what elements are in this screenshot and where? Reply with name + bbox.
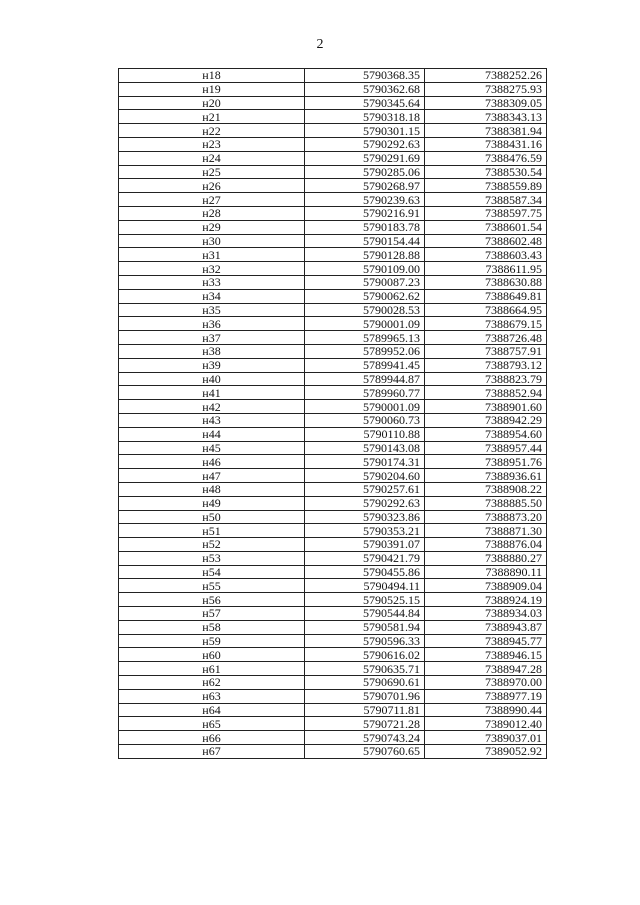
x-coordinate-cell: 5790581.94 <box>305 620 425 634</box>
y-coordinate-cell: 7388252.26 <box>425 69 547 83</box>
point-name-cell: н65 <box>119 717 305 731</box>
point-name-cell: н54 <box>119 565 305 579</box>
y-coordinate-cell: 7388946.15 <box>425 648 547 662</box>
y-coordinate-cell: 7388909.04 <box>425 579 547 593</box>
table-row <box>119 510 547 524</box>
x-coordinate-cell: 5790128.88 <box>305 248 425 262</box>
table-row <box>119 551 547 565</box>
table-row <box>119 538 547 552</box>
table-row <box>119 469 547 483</box>
table-row <box>119 234 547 248</box>
table-row <box>119 717 547 731</box>
table-row <box>119 579 547 593</box>
x-coordinate-cell: 5790028.53 <box>305 303 425 317</box>
coordinates-table-body <box>119 69 547 759</box>
table-row <box>119 317 547 331</box>
point-name-cell: н50 <box>119 510 305 524</box>
y-coordinate-cell: 7388934.03 <box>425 607 547 621</box>
x-coordinate-cell: 5790362.68 <box>305 82 425 96</box>
table-row <box>119 110 547 124</box>
y-coordinate-cell: 7388885.50 <box>425 496 547 510</box>
table-row <box>119 703 547 717</box>
table-row <box>119 262 547 276</box>
table-row <box>119 358 547 372</box>
table-row <box>119 593 547 607</box>
point-name-cell: н56 <box>119 593 305 607</box>
x-coordinate-cell: 5790143.08 <box>305 441 425 455</box>
y-coordinate-cell: 7388970.00 <box>425 676 547 690</box>
y-coordinate-cell: 7388679.15 <box>425 317 547 331</box>
point-name-cell: н42 <box>119 400 305 414</box>
y-coordinate-cell: 7388852.94 <box>425 386 547 400</box>
x-coordinate-cell: 5790174.31 <box>305 455 425 469</box>
y-coordinate-cell: 7388990.44 <box>425 703 547 717</box>
x-coordinate-cell: 5790544.84 <box>305 607 425 621</box>
point-name-cell: н30 <box>119 234 305 248</box>
x-coordinate-cell: 5790292.63 <box>305 496 425 510</box>
point-name-cell: н48 <box>119 482 305 496</box>
y-coordinate-cell: 7388343.13 <box>425 110 547 124</box>
x-coordinate-cell: 5790285.06 <box>305 165 425 179</box>
x-coordinate-cell: 5789965.13 <box>305 331 425 345</box>
point-name-cell: н67 <box>119 745 305 759</box>
point-name-cell: н31 <box>119 248 305 262</box>
table-row <box>119 331 547 345</box>
y-coordinate-cell: 7388757.91 <box>425 344 547 358</box>
x-coordinate-cell: 5789960.77 <box>305 386 425 400</box>
x-coordinate-cell: 5790711.81 <box>305 703 425 717</box>
point-name-cell: н59 <box>119 634 305 648</box>
x-coordinate-cell: 5790596.33 <box>305 634 425 648</box>
y-coordinate-cell: 7388603.43 <box>425 248 547 262</box>
y-coordinate-cell: 7388954.60 <box>425 427 547 441</box>
table-row <box>119 634 547 648</box>
point-name-cell: н46 <box>119 455 305 469</box>
y-coordinate-cell: 7389037.01 <box>425 731 547 745</box>
y-coordinate-cell: 7388309.05 <box>425 96 547 110</box>
y-coordinate-cell: 7388924.19 <box>425 593 547 607</box>
y-coordinate-cell: 7388957.44 <box>425 441 547 455</box>
table-row <box>119 400 547 414</box>
y-coordinate-cell: 7388873.20 <box>425 510 547 524</box>
table-row <box>119 676 547 690</box>
point-name-cell: н33 <box>119 275 305 289</box>
x-coordinate-cell: 5790060.73 <box>305 413 425 427</box>
y-coordinate-cell: 7388587.34 <box>425 193 547 207</box>
y-coordinate-cell: 7388726.48 <box>425 331 547 345</box>
y-coordinate-cell: 7388943.87 <box>425 620 547 634</box>
x-coordinate-cell: 5790701.96 <box>305 689 425 703</box>
x-coordinate-cell: 5790087.23 <box>305 275 425 289</box>
y-coordinate-cell: 7388476.59 <box>425 151 547 165</box>
x-coordinate-cell: 5790216.91 <box>305 206 425 220</box>
y-coordinate-cell: 7389052.92 <box>425 745 547 759</box>
x-coordinate-cell: 5790345.64 <box>305 96 425 110</box>
y-coordinate-cell: 7388901.60 <box>425 400 547 414</box>
table-row <box>119 496 547 510</box>
point-name-cell: н55 <box>119 579 305 593</box>
x-coordinate-cell: 5790110.88 <box>305 427 425 441</box>
point-name-cell: н66 <box>119 731 305 745</box>
y-coordinate-cell: 7388275.93 <box>425 82 547 96</box>
x-coordinate-cell: 5790001.09 <box>305 317 425 331</box>
x-coordinate-cell: 5789952.06 <box>305 344 425 358</box>
y-coordinate-cell: 7388530.54 <box>425 165 547 179</box>
point-name-cell: н28 <box>119 206 305 220</box>
point-name-cell: н47 <box>119 469 305 483</box>
y-coordinate-cell: 7388630.88 <box>425 275 547 289</box>
x-coordinate-cell: 5790525.15 <box>305 593 425 607</box>
table-row <box>119 524 547 538</box>
point-name-cell: н18 <box>119 69 305 83</box>
y-coordinate-cell: 7388602.48 <box>425 234 547 248</box>
table-row <box>119 275 547 289</box>
point-name-cell: н26 <box>119 179 305 193</box>
point-name-cell: н51 <box>119 524 305 538</box>
y-coordinate-cell: 7388871.30 <box>425 524 547 538</box>
point-name-cell: н34 <box>119 289 305 303</box>
point-name-cell: н37 <box>119 331 305 345</box>
x-coordinate-cell: 5790760.65 <box>305 745 425 759</box>
x-coordinate-cell: 5790292.63 <box>305 137 425 151</box>
point-name-cell: н25 <box>119 165 305 179</box>
x-coordinate-cell: 5790318.18 <box>305 110 425 124</box>
table-row <box>119 344 547 358</box>
x-coordinate-cell: 5790635.71 <box>305 662 425 676</box>
x-coordinate-cell: 5790062.62 <box>305 289 425 303</box>
x-coordinate-cell: 5790291.69 <box>305 151 425 165</box>
x-coordinate-cell: 5790268.97 <box>305 179 425 193</box>
y-coordinate-cell: 7388559.89 <box>425 179 547 193</box>
point-name-cell: н52 <box>119 538 305 552</box>
point-name-cell: н53 <box>119 551 305 565</box>
point-name-cell: н64 <box>119 703 305 717</box>
y-coordinate-cell: 7388664.95 <box>425 303 547 317</box>
x-coordinate-cell: 5790183.78 <box>305 220 425 234</box>
point-name-cell: н44 <box>119 427 305 441</box>
x-coordinate-cell: 5790353.21 <box>305 524 425 538</box>
point-name-cell: н22 <box>119 124 305 138</box>
y-coordinate-cell: 7388823.79 <box>425 372 547 386</box>
point-name-cell: н62 <box>119 676 305 690</box>
x-coordinate-cell: 5790368.35 <box>305 69 425 83</box>
table-row <box>119 206 547 220</box>
x-coordinate-cell: 5790204.60 <box>305 469 425 483</box>
point-name-cell: н21 <box>119 110 305 124</box>
y-coordinate-cell: 7388611.95 <box>425 262 547 276</box>
point-name-cell: н32 <box>119 262 305 276</box>
point-name-cell: н20 <box>119 96 305 110</box>
table-row <box>119 689 547 703</box>
table-row <box>119 137 547 151</box>
point-name-cell: н40 <box>119 372 305 386</box>
x-coordinate-cell: 5790391.07 <box>305 538 425 552</box>
point-name-cell: н36 <box>119 317 305 331</box>
table-row <box>119 96 547 110</box>
table-row <box>119 427 547 441</box>
table-row <box>119 455 547 469</box>
table-row <box>119 303 547 317</box>
page-number: 2 <box>316 37 324 52</box>
x-coordinate-cell: 5790421.79 <box>305 551 425 565</box>
table-row <box>119 731 547 745</box>
point-name-cell: н60 <box>119 648 305 662</box>
x-coordinate-cell: 5790494.11 <box>305 579 425 593</box>
x-coordinate-cell: 5790257.61 <box>305 482 425 496</box>
y-coordinate-cell: 7388936.61 <box>425 469 547 483</box>
table-row <box>119 386 547 400</box>
y-coordinate-cell: 7388381.94 <box>425 124 547 138</box>
table-row <box>119 82 547 96</box>
y-coordinate-cell: 7388908.22 <box>425 482 547 496</box>
x-coordinate-cell: 5790616.02 <box>305 648 425 662</box>
x-coordinate-cell: 5789941.45 <box>305 358 425 372</box>
y-coordinate-cell: 7388977.19 <box>425 689 547 703</box>
x-coordinate-cell: 5790455.86 <box>305 565 425 579</box>
table-row <box>119 289 547 303</box>
table-row <box>119 413 547 427</box>
x-coordinate-cell: 5790109.00 <box>305 262 425 276</box>
table-row <box>119 124 547 138</box>
y-coordinate-cell: 7388880.27 <box>425 551 547 565</box>
x-coordinate-cell: 5790323.86 <box>305 510 425 524</box>
table-row <box>119 745 547 759</box>
y-coordinate-cell: 7388942.29 <box>425 413 547 427</box>
table-row <box>119 193 547 207</box>
point-name-cell: н45 <box>119 441 305 455</box>
point-name-cell: н29 <box>119 220 305 234</box>
table-row <box>119 220 547 234</box>
point-name-cell: н23 <box>119 137 305 151</box>
x-coordinate-cell: 5790690.61 <box>305 676 425 690</box>
y-coordinate-cell: 7388876.04 <box>425 538 547 552</box>
point-name-cell: н41 <box>119 386 305 400</box>
point-name-cell: н43 <box>119 413 305 427</box>
point-name-cell: н24 <box>119 151 305 165</box>
x-coordinate-cell: 5790743.24 <box>305 731 425 745</box>
point-name-cell: н38 <box>119 344 305 358</box>
table-row <box>119 607 547 621</box>
point-name-cell: н27 <box>119 193 305 207</box>
y-coordinate-cell: 7388951.76 <box>425 455 547 469</box>
y-coordinate-cell: 7389012.40 <box>425 717 547 731</box>
x-coordinate-cell: 5790154.44 <box>305 234 425 248</box>
point-name-cell: н58 <box>119 620 305 634</box>
y-coordinate-cell: 7388945.77 <box>425 634 547 648</box>
y-coordinate-cell: 7388947.28 <box>425 662 547 676</box>
table-row <box>119 565 547 579</box>
table-row <box>119 165 547 179</box>
point-name-cell: н57 <box>119 607 305 621</box>
table-row <box>119 372 547 386</box>
x-coordinate-cell: 5790301.15 <box>305 124 425 138</box>
table-row <box>119 179 547 193</box>
y-coordinate-cell: 7388793.12 <box>425 358 547 372</box>
y-coordinate-cell: 7388597.75 <box>425 206 547 220</box>
table-row <box>119 248 547 262</box>
x-coordinate-cell: 5790239.63 <box>305 193 425 207</box>
point-name-cell: н61 <box>119 662 305 676</box>
y-coordinate-cell: 7388890.11 <box>425 565 547 579</box>
table-row <box>119 662 547 676</box>
table-row <box>119 482 547 496</box>
x-coordinate-cell: 5790721.28 <box>305 717 425 731</box>
table-row <box>119 620 547 634</box>
x-coordinate-cell: 5790001.09 <box>305 400 425 414</box>
y-coordinate-cell: 7388601.54 <box>425 220 547 234</box>
table-row <box>119 441 547 455</box>
point-name-cell: н39 <box>119 358 305 372</box>
coordinates-table <box>118 68 547 759</box>
x-coordinate-cell: 5789944.87 <box>305 372 425 386</box>
point-name-cell: н19 <box>119 82 305 96</box>
y-coordinate-cell: 7388649.81 <box>425 289 547 303</box>
y-coordinate-cell: 7388431.16 <box>425 137 547 151</box>
point-name-cell: н63 <box>119 689 305 703</box>
table-row <box>119 151 547 165</box>
point-name-cell: н49 <box>119 496 305 510</box>
table-row <box>119 69 547 83</box>
point-name-cell: н35 <box>119 303 305 317</box>
table-row <box>119 648 547 662</box>
